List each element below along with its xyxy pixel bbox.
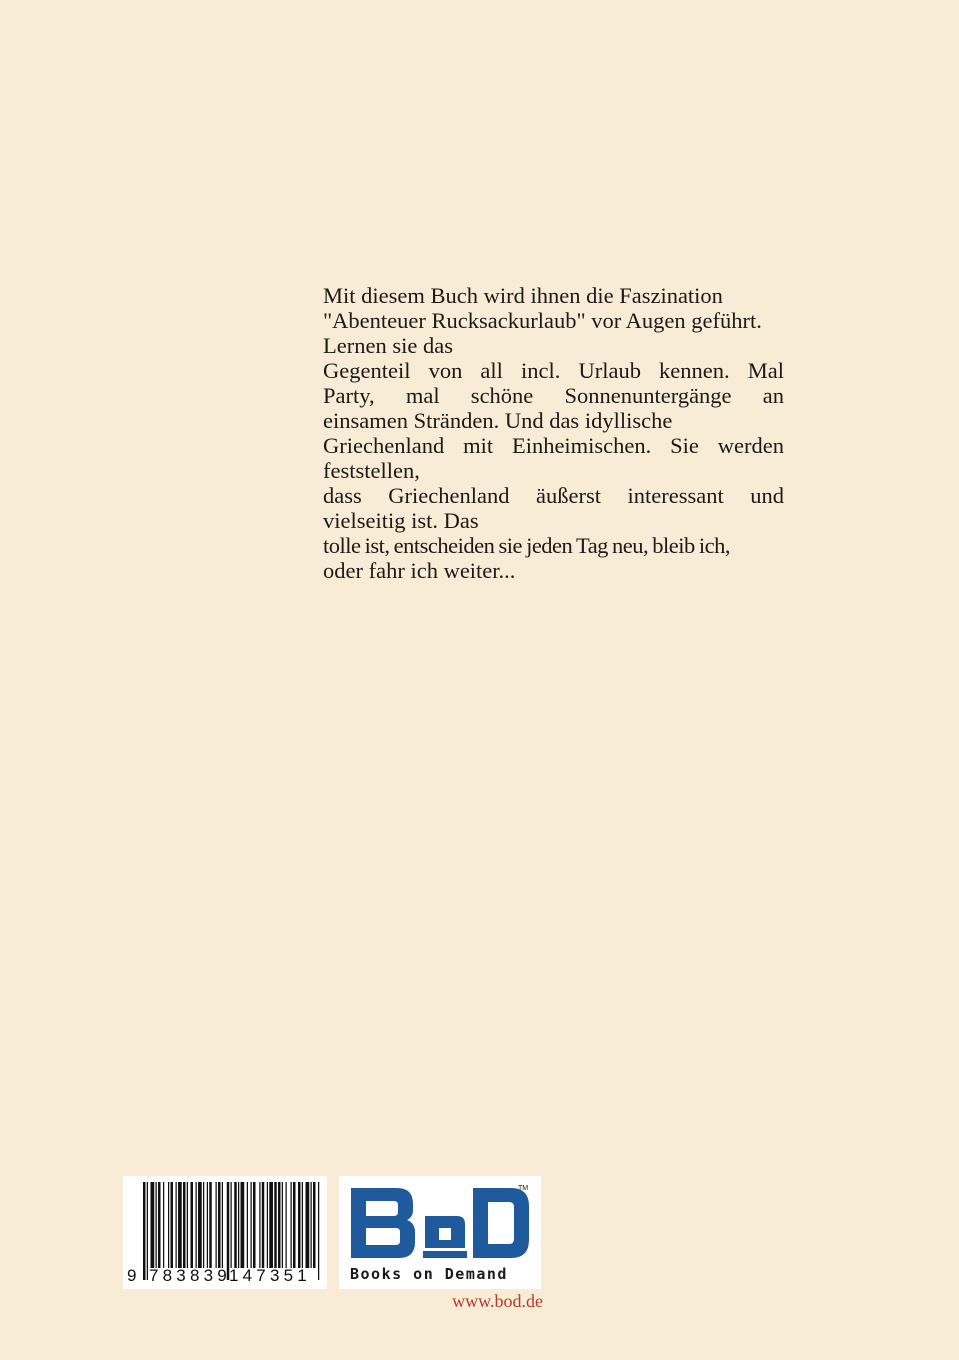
bod-letter-b: [351, 1188, 415, 1258]
blurb-line: Mit diesem Buch wird ihnen die Faszination: [323, 283, 723, 308]
barcode-bar: [203, 1182, 204, 1268]
publisher-logo: [339, 1176, 541, 1289]
blurb-line: "Abenteuer Rucksackurlaub" vor Augen geführt.: [323, 308, 762, 333]
bod-tagline: Books on Demand: [350, 1265, 508, 1283]
barcode-bar: [269, 1182, 273, 1268]
barcode-bar: [311, 1182, 312, 1268]
blurb-line: tolle ist, entscheiden sie jeden Tag neu, bleib ich,: [323, 533, 731, 558]
bod-underline-bar: [423, 1251, 467, 1258]
barcode-bar: [158, 1182, 161, 1268]
barcode-bar: [178, 1182, 182, 1268]
bod-letter-d: [473, 1188, 529, 1258]
barcode-bar: [156, 1182, 157, 1268]
barcode-bar: [187, 1182, 188, 1268]
back-cover-blurb: [323, 283, 784, 583]
barcode-bar: [291, 1182, 292, 1268]
isbn-lead-digit: 9: [127, 1266, 137, 1285]
barcode-bar: [234, 1182, 237, 1268]
barcode-bar: [306, 1182, 310, 1268]
barcode-bar: [231, 1182, 232, 1268]
barcode-bar: [238, 1182, 239, 1268]
barcode-bar: [241, 1182, 245, 1268]
barcode-bar: [282, 1182, 283, 1268]
blurb-line: feststellen,: [323, 458, 420, 483]
barcode-bar: [171, 1182, 174, 1268]
barcode-bar: [259, 1182, 260, 1268]
barcode-bar: [267, 1182, 268, 1268]
barcode-bar: [251, 1182, 252, 1268]
blurb-line: oder fahr ich weiter...: [323, 558, 516, 583]
barcode-bar: [222, 1182, 223, 1268]
bod-letter-o: [425, 1216, 465, 1248]
trademark-mark: TM: [518, 1185, 529, 1192]
barcode-bar: [168, 1182, 169, 1268]
barcode-bar: [218, 1182, 221, 1268]
barcode-bar: [191, 1182, 194, 1268]
barcode-bar: [207, 1182, 208, 1268]
blurb-line: Griechenland mit Einheimischen. Sie werden: [323, 433, 784, 458]
isbn-barcode: [123, 1176, 327, 1289]
barcode-bar: [209, 1182, 212, 1268]
publisher-website: www.bod.de: [452, 1291, 543, 1311]
barcode-bar: [302, 1182, 303, 1268]
isbn-right-group: 147351: [229, 1266, 311, 1285]
barcode-bar: [293, 1182, 296, 1268]
barcode-bar: [163, 1182, 164, 1268]
barcode-bar: [216, 1182, 217, 1268]
barcode-bar: [278, 1182, 281, 1268]
blurb-line: einsamen Stränden. Und das idyllische: [323, 408, 673, 433]
isbn-left-group: 783839: [149, 1266, 231, 1285]
blurb-line: Party, mal schöne Sonnenuntergänge an: [323, 383, 784, 408]
blurb-line: dass Griechenland äußerst interessant und: [323, 483, 784, 508]
barcode-bar: [274, 1182, 277, 1268]
barcode-bar: [253, 1182, 256, 1268]
barcode-bar: [183, 1182, 186, 1268]
blurb-line: Lernen sie das: [323, 333, 453, 358]
barcode-bar: [298, 1182, 301, 1268]
barcode-bar: [198, 1182, 202, 1268]
isbn-digits: [123, 1266, 327, 1286]
barcode-bar: [176, 1182, 177, 1268]
barcode-bar: [247, 1182, 248, 1268]
barcode-bar: [286, 1182, 287, 1268]
blurb-line: Gegenteil von all incl. Urlaub kennen. Mal: [323, 358, 784, 383]
barcode-bar: [151, 1182, 155, 1268]
blurb-line: vielseitig ist. Das: [323, 508, 479, 533]
barcode-bar: [262, 1182, 265, 1268]
barcode-bar: [313, 1182, 316, 1268]
barcode-bar: [196, 1182, 197, 1268]
